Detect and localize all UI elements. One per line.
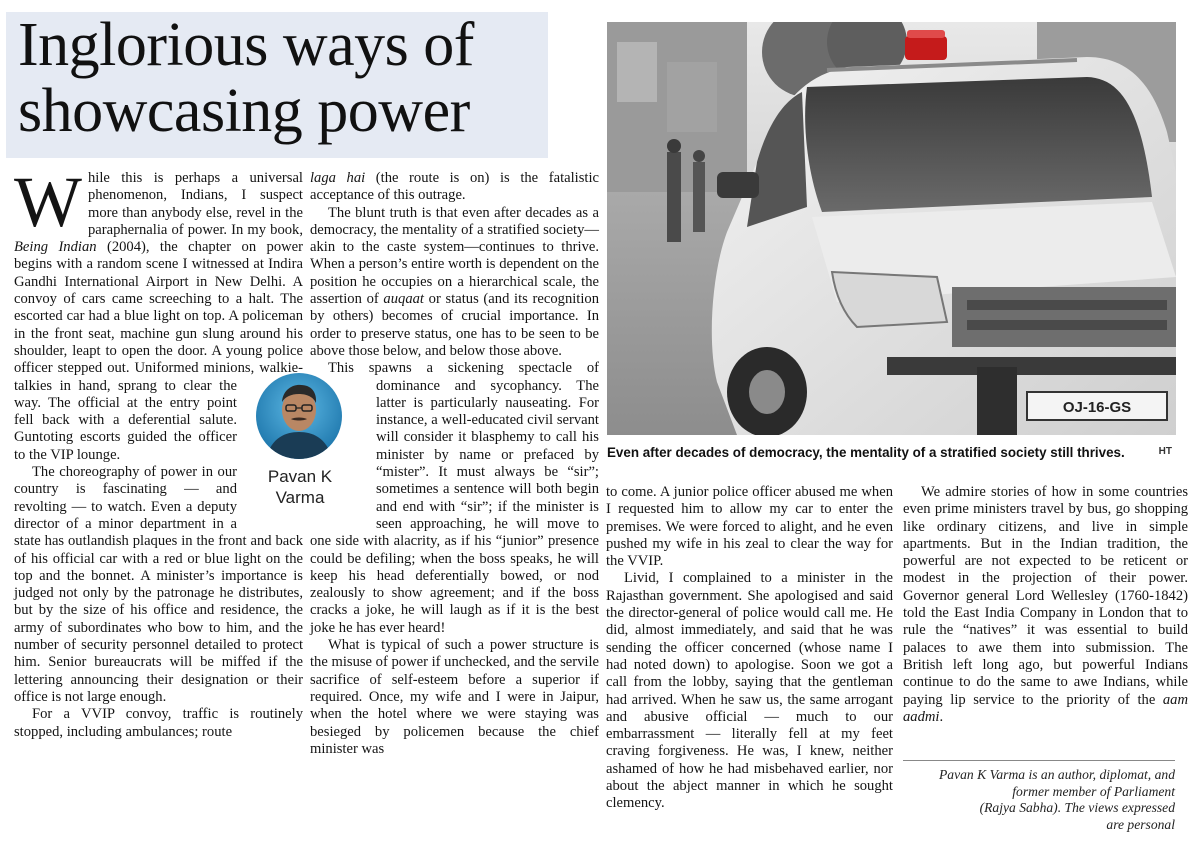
article-paragraph-6-cont: to come. A junior police officer abused me when I requested him to allow my car to enter the premises. We were forced to alight, and he even pushed my wife in his zeal to clear the way for the VVIP. [606, 484, 893, 570]
author-bio: Pavan K Varma is an author, diplomat, and former member of Parliament (Rajya Sabha). The views expressed are personal [903, 760, 1175, 839]
article-column-3 [606, 484, 893, 834]
suv-photo-illustration [607, 22, 1176, 435]
article-paragraph-3: For a VVIP convoy, traffic is routinely stopped, including ambulances; route [14, 706, 303, 740]
author-portrait [255, 372, 343, 460]
article-paragraph-3-cont: laga hai (the route is on) is the fatalistic acceptance of this outrage. [310, 170, 599, 204]
article-paragraph-4: The blunt truth is that even after decades as a democracy, the mentality of a stratified society—akin to the caste system—continues to thrive. When a person’s entire worth is dependent on the position he occupies on a hierarchical scale, the assertion of auqaat or status (and its recognition by others) becomes of crucial importance. In order to preserve status, one has to be seen to be above those below, and below those above. [310, 204, 599, 359]
article-paragraph-8: We admire stories of how in some countries even prime ministers travel by bus, go shopping like ordinary citizens, and live in simple apartments. But in the Indian tradition, the powerful are not expected to be reticent or modest in the projection of their power. Governor general Lord Wellesley (1760-1842) told the East India Company in London that to rule the “natives” it was essential to build palaces to awe them into submission. The British left long ago, but powerful Indians continue to do the same to awe Indians, while paying lip service to the priority of the aam aadmi. [903, 484, 1188, 725]
drop-cap: W [14, 162, 82, 242]
article-paragraph-5: This spawns a sickening spectacle of dominance and sycophancy. The latter is particularly nauseating. For instance, a well-educated civil servant will consider it blasphemy to call his minister by name or prefaced by “mister”. It must always be “sir”; sometimes a sentence will both begin and end with “sir”; if the minister is seen approaching, he will move to one side with alacrity, as if his “junior” presence could be defiling; when the boss speaks, he will keep his head deferentially bowed, or nod zealously to show agreement; and if the boss cracks a joke, he will laugh as if it is the best joke he has ever heard! [310, 360, 599, 636]
headline [6, 12, 548, 158]
article-paragraph-6: What is typical of such a power structure is the misuse of power if unchecked, and the servile sacrifice of self-esteem before a superior if required. Once, my wife and I were in Jaipur, when the hotel where we were staying was besieged by policemen because the chief minister was [310, 637, 599, 757]
headline-line-1: Inglorious ways of [18, 11, 474, 79]
headline-line-2: showcasing power [18, 77, 470, 145]
article-paragraph-2: The choreography of power in our country is fascinating — and revolting — to watch. Even a deputy director of a minor department in a state has outlandish plaques in the front and back of his official car with a red or blue light on the top and the bonnet. A minister’s importance is judged not only by the patronage he distributes, but by the size of his office and residence, the army of subordinates who bow to him, and the number of security personnel detailed to protect him. Senior bureaucrats will be miffed if the lettering announcing their designation or their office is not large enough. [14, 464, 303, 705]
article-paragraph-7: Livid, I complained to a minister in the Rajasthan government. She apologised and said the director-general of police would call me. He did, almost immediately, and said that he was sending the officer concerned (whose name I had noted down) to apologise. Soon we got a call from the lobby, saying that the gentleman had arrived. When he saw us, the same arrogant and abusive official — much to our embarrassment — literally fell at my feet craving forgiveness. He was, I knew, neither ashamed of how he had misbehaved earlier, nor about the abject manner in which he sought clemency. [606, 570, 893, 812]
article-paragraph-1: While this is perhaps a universal phenomenon, Indians, I suspect more than anybody else, revel in the paraphernalia of power. In my book, Being Indian (2004), the chapter on power begins with a random scene I witnessed at Indira Gandhi International Airport in New Delhi. A convoy of cars came screeching to a halt. The escorted car had a blue light on top. A policeman in the front seat, machine gun slung around his shoulder, leapt to open the door. A young police officer stepped out. Uniformed minions, walkie-talkies in hand, sprang to clear the way. The official at the entry point fell back with a deferential salute. Guntoting escorts guided the officer to the VIP lounge. [14, 170, 303, 464]
term-aam-aadmi: aam aadmi [903, 691, 1188, 725]
number-plate-text: OJ-16-GS [1062, 399, 1132, 416]
book-title: Being Indian [14, 239, 97, 256]
author-box [250, 372, 370, 522]
article-photo [607, 22, 1176, 435]
photo-caption: Even after decades of democracy, the mentality of a stratified society still thrives. HT [607, 445, 1172, 460]
photo-credit: HT [1158, 446, 1172, 457]
author-name: Pavan K Varma [267, 467, 333, 507]
